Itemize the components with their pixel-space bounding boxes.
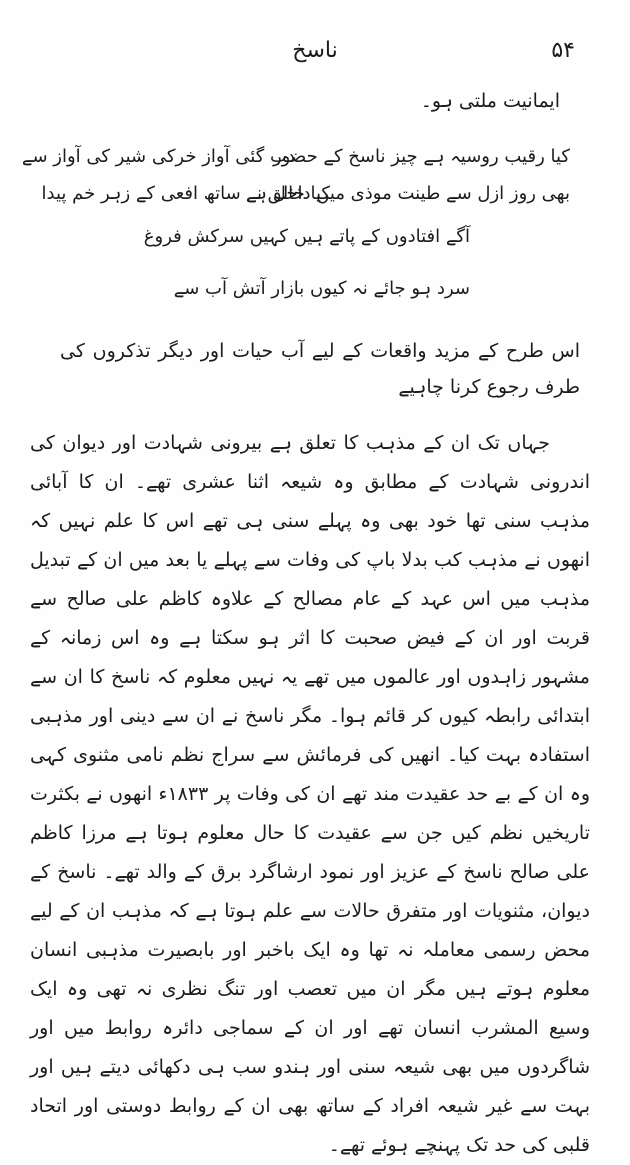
verse-line-1: کیا رقیب روسیہ ہے چیز ناسخ کے حضور: [272, 146, 570, 167]
verse-line-3: بھی روز ازل سے طینت موذی میں داخل ہے: [245, 183, 570, 204]
running-title: ناسخ: [292, 38, 338, 63]
page-number: ۵۴: [551, 38, 575, 63]
verse-line-2: دب گئی آواز خرکی شیر کی آواز سے: [21, 146, 295, 167]
intro-line: ایمانیت ملتی ہو۔: [420, 90, 560, 112]
verse-line-5: آگے افتادوں کے پاتے ہیں کہیں سرکش فروغ: [143, 226, 470, 247]
verse-line-4: کیا خالق نے ساتھ افعی کے زہر خم پیدا: [41, 183, 330, 204]
page-header: [0, 38, 630, 78]
paragraph-reference: اس طرح کے مزید واقعات کے لیے آب حیات اور دیگر تذکروں کی طرف رجوع کرنا چاہیے: [60, 340, 580, 398]
paragraph-main: جہاں تک ان کے مذہب کا تعلق ہے بیرونی شہادت اور دیوان کی اندرونی شہادت کے مطابق وہ شیعہ اثنا عشری تھے۔ ان کا آبائی مذہب سنی تھا خود بھی وہ پہلے سنی ہی تھے اس کا علم نہیں کہ انھوں نے مذہب کب بدلا باپ کی وفات سے پہلے یا بعد میں ان کے تبدیل مذہب میں اس عہد کے عام مصالح کے علاوہ کاظم علی صالح سے قربت اور ان کے فیض صحبت کا اثر ہو سکتا ہے وہ اس زمانہ کے مشہور زاہدوں اور عالموں میں تھے یہ نہیں معلوم کہ ناسخ کا ان سے ابتدائی رابطہ کیوں کر قائم ہوا۔ مگر ناسخ نے ان سے دینی اور مذہبی استفادہ بہت کیا۔ انھیں کی فرمائش سے سراج نظم نامی مثنوی کہی وہ ان کے بے حد عقیدت مند تھے ان کی وفات پر ۱۸۳۳ء انھوں نے بکثرت تاریخیں نظم کیں جن سے عقیدت کا حال معلوم ہوتا ہے مرزا کاظم علی صالح ناسخ کے عزیز اور نمود ارشاگرد برق کے والد تھے۔ ناسخ کے دیوان، مثنویات اور متفرق حالات سے علم ہوتا ہے کہ مذہب ان کے لیے محض رسمی معاملہ نہ تھا وہ ایک باخبر اور بابصیرت مذہبی انسان معلوم ہوتے ہیں مگر ان میں تعصب اور تنگ نظری نہ تھی وہ ایک وسیع المشرب انسان تھے اور ان کے سماجی دائرہ روابط میں اور شاگردوں میں بھی شیعہ سنی اور ہندو سب ہی دکھائی دیتے ہیں اور بہت سے غیر شیعہ افراد کے ساتھ بھی ان کے روابط دوستی اور اتحاد قلبی کی حد تک پہنچے ہوئے تھے۔: [30, 432, 590, 1156]
verse-line-6: سرد ہو جائے نہ کیوں بازار آتش آب سے: [173, 278, 470, 299]
